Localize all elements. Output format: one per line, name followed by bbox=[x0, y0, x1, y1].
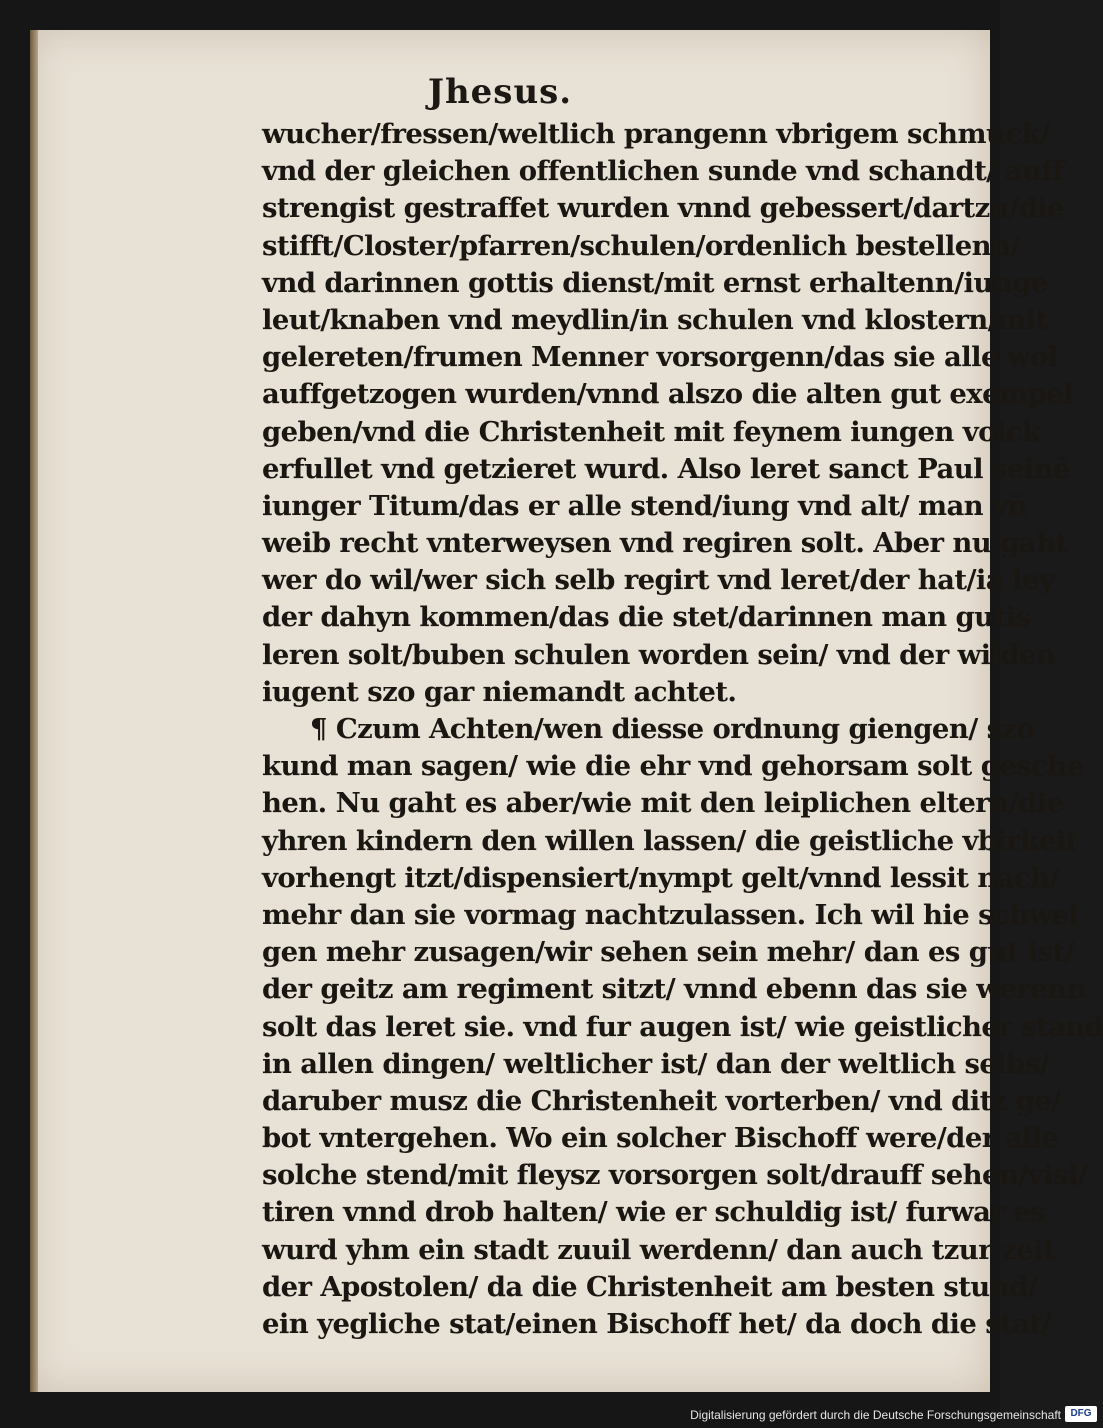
text-line: vnd der gleichen offentlichen sunde vnd schandt/ auff bbox=[262, 155, 1064, 188]
text-line: kund man sagen/ wie die ehr vnd gehorsam solt gesche bbox=[262, 750, 1084, 783]
text-line: yhren kindern den willen lassen/ die geistliche vbirkeit bbox=[262, 824, 1078, 857]
text-line: gen mehr zusagen/wir sehen sein mehr/ dan es gut ist/ bbox=[262, 936, 1075, 969]
text-line: ein yegliche stat/einen Bischoff het/ da doch die stat/ bbox=[262, 1308, 1051, 1340]
text-line: der dahyn kommen/das die stet/darinnen man gutis bbox=[262, 601, 1031, 634]
text-line: wer do wil/wer sich selb regirt vnd leret/der hat/ia ley bbox=[262, 564, 1055, 597]
paragraph-start-line: ¶ Czum Achten/wen diesse ordnung giengen/ szo bbox=[310, 713, 1035, 745]
text-line: der geitz am regiment sitzt/ vnnd ebenn das sie werenn bbox=[262, 973, 1086, 1006]
text-line: wucher/fressen/weltlich prangenn vbrigem schmuck/ bbox=[262, 118, 1050, 150]
text-line: vnd darinnen gottis dienst/mit ernst erhaltenn/iunge bbox=[262, 266, 1048, 299]
text-line: tiren vnnd drob halten/ wie er schuldig ist/ furwar es bbox=[262, 1196, 1045, 1229]
text-line: iugent szo gar niemandt achtet. bbox=[262, 675, 737, 708]
text-line: erfullet vnd getzieret wurd. Also leret sanct Paul seinē bbox=[262, 452, 1070, 485]
text-line: hen. Nu gaht es aber/wie mit den leiplichen eltern/die bbox=[262, 787, 1064, 820]
text-line: iunger Titum/das er alle stend/iung vnd alt/ man vn̄ bbox=[262, 489, 1027, 522]
digitization-credit: Digitalisierung gefördert durch die Deutsche Forschungsgemeinschaft bbox=[690, 1408, 1061, 1422]
text-line: gelereten/frumen Menner vorsorgenn/das sie alle wol bbox=[262, 341, 1058, 374]
text-line: solt das leret sie. vnd fur augen ist/ wie geistlicher stand bbox=[262, 1010, 1103, 1043]
text-line: der Apostolen/ da die Christenheit am besten stund/ bbox=[262, 1270, 1038, 1303]
text-line: leut/knaben vnd meydlin/in schulen vnd klostern/mit bbox=[262, 303, 1048, 336]
text-line: auffgetzogen wurden/vnnd alszo die alten gut exempel bbox=[262, 378, 1073, 411]
text-line: weib recht vnterweysen vnd regiren solt. Aber nu gaht bbox=[262, 527, 1068, 560]
text-line: strengist gestraffet wurden vnnd gebessert/dartzu/die bbox=[262, 192, 1064, 225]
text-line: daruber musz die Christenheit vorterben/ vnd ditz ge/ bbox=[262, 1084, 1061, 1117]
text-line: in allen dingen/ weltlicher ist/ dan der weltlich selbs/ bbox=[262, 1047, 1050, 1080]
text-line: geben/vnd die Christenheit mit feynem iungen volck bbox=[262, 415, 1041, 448]
text-line: bot vntergehen. Wo ein solcher Bischoff were/der alle bbox=[262, 1122, 1059, 1155]
text-line: solche stend/mit fleysz vorsorgen solt/drauff sehen/visi/ bbox=[262, 1159, 1088, 1192]
text-line: stifft/Closter/pfarren/schulen/ordenlich bestellenn/ bbox=[262, 229, 1020, 262]
text-line: mehr dan sie vormag nachtzulassen. Ich wil hie schwei bbox=[262, 898, 1079, 931]
body-text bbox=[262, 116, 1103, 1343]
text-line: leren solt/buben schulen worden sein/ vnd der wilden bbox=[262, 638, 1056, 671]
text-line: vorhengt itzt/dispensiert/nympt gelt/vnnd lessit nach/ bbox=[262, 861, 1059, 894]
page-binding-edge bbox=[30, 30, 38, 1392]
text-line: wurd yhm ein stadt zuuil werdenn/ dan auch tzur zeit bbox=[262, 1233, 1055, 1266]
dfg-logo: DFG bbox=[1065, 1406, 1097, 1422]
running-head: Jhesus. bbox=[427, 72, 573, 112]
